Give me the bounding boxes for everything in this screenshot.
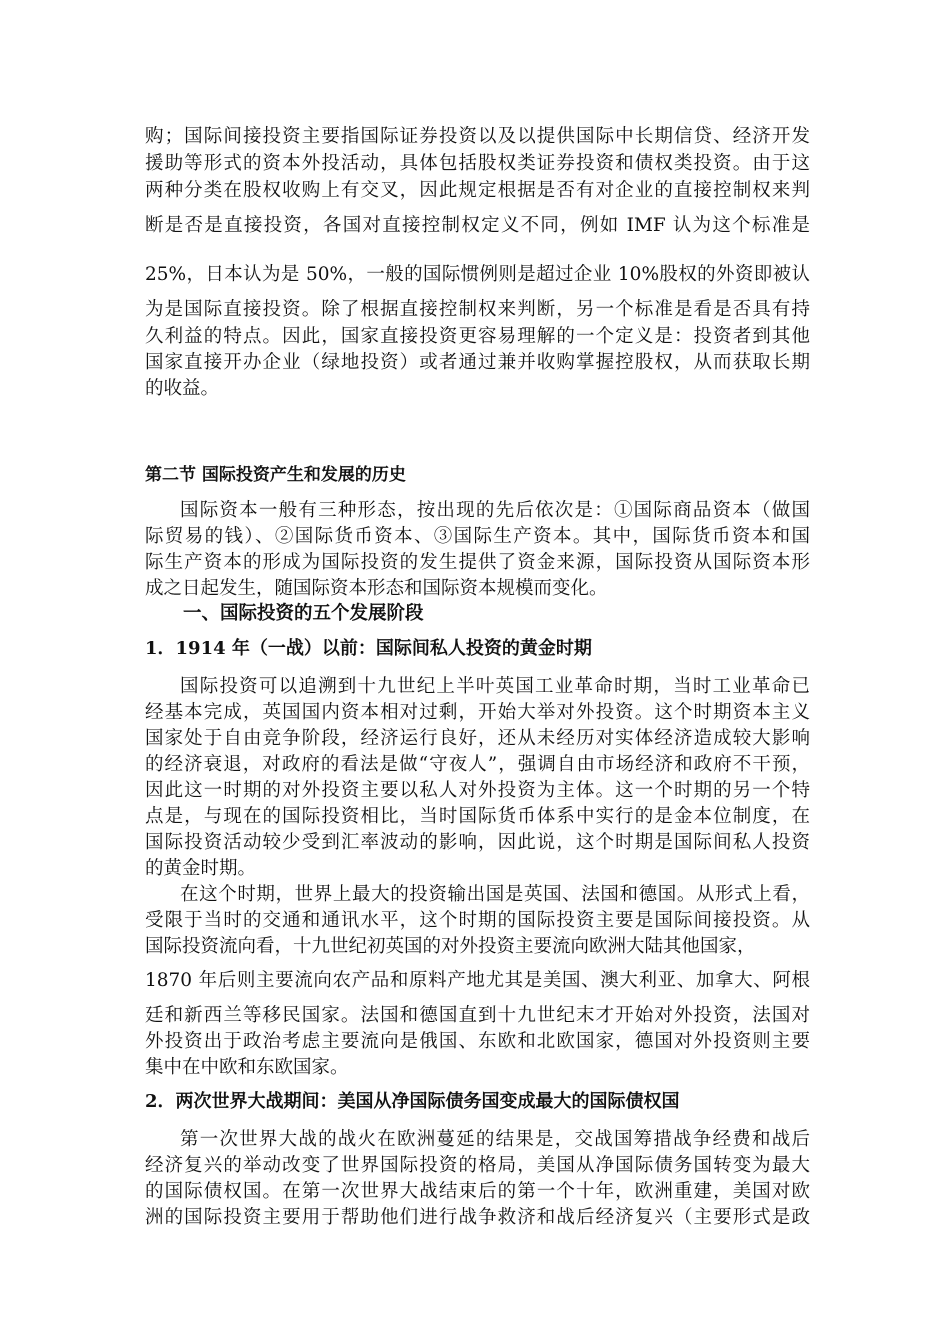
text-line: 际贸易的钱）、②国际货币资本、③国际生产资本。其中，国际货币资本和国 — [145, 526, 810, 547]
text-line: 点是，与现在的国际投资相比，当时国际货币体系中实行的是金本位制度，在 — [145, 806, 810, 827]
text-line: 成之日起发生，随国际资本形态和国际资本规模而变化。 — [145, 578, 608, 599]
section-title: 第二节 国际投资产生和发展的历史 — [145, 465, 406, 485]
text-line: 援助等形式的资本外投活动，具体包括股权类证券投资和债权类投资。由于这 — [145, 153, 810, 174]
stage-2-title: 2．两次世界大战期间：美国从净国际债务国变成最大的国际债权国 — [145, 1091, 680, 1112]
text-line: 25%，日本认为是 50%，一般的国际惯例则是超过企业 10%股权的外资即被认 — [145, 264, 810, 285]
text-line: 因此这一时期的对外投资主要以私人对外投资为主体。这一个时期的另一个特 — [145, 780, 810, 801]
text-line: 国际投资可以追溯到十九世纪上半叶英国工业革命时期，当时工业革命已 — [180, 676, 810, 697]
text-line: 集中在中欧和东欧国家。 — [145, 1057, 349, 1078]
text-line: 外投资出于政治考虑主要流向是俄国、东欧和北欧国家，德国对外投资则主要 — [145, 1031, 810, 1052]
text-line: 购；国际间接投资主要指国际证券投资以及以提供国际中长期信贷、经济开发 — [145, 126, 810, 147]
text-line: 第一次世界大战的战火在欧洲蔓延的结果是，交战国筹措战争经费和战后 — [180, 1129, 810, 1150]
text-line: 经济复兴的举动改变了世界国际投资的格局，美国从净国际债务国转变为最大 — [145, 1155, 810, 1176]
text-line: 为是国际直接投资。除了根据直接控制权来判断，另一个标准是看是否具有持 — [145, 299, 810, 320]
text-line: 的黄金时期。 — [145, 858, 257, 879]
text-line: 的国际债权国。在第一次世界大战结束后的第一个十年，欧洲重建，美国对欧 — [145, 1181, 810, 1202]
text-line: 1870 年后则主要流向农产品和原料产地尤其是美国、澳大利亚、加拿大、阿根 — [145, 970, 810, 991]
stage-1-title: 1．1914 年（一战）以前：国际间私人投资的黄金时期 — [145, 638, 592, 659]
text-line: 廷和新西兰等移民国家。法国和德国直到十九世纪末才开始对外投资，法国对 — [145, 1005, 810, 1026]
text-line: 国际投资流向看，十九世纪初英国的对外投资主要流向欧洲大陆其他国家， — [145, 936, 756, 957]
text-line: 际生产资本的形成为国际投资的发生提供了资金来源，国际投资从国际资本形 — [145, 552, 810, 573]
text-line: 受限于当时的交通和通讯水平，这个时期的国际投资主要是国际间接投资。从 — [145, 910, 810, 931]
text-line: 在这个时期，世界上最大的投资输出国是英国、法国和德国。从形式上看， — [180, 884, 810, 905]
text-line: 国际投资活动较少受到汇率波动的影响，因此说，这个时期是国际间私人投资 — [145, 832, 810, 853]
subsection-title: 一、国际投资的五个发展阶段 — [183, 603, 424, 624]
text-line: 两种分类在股权收购上有交叉，因此规定根据是否有对企业的直接控制权来判 — [145, 180, 810, 201]
text-line: 国家处于自由竞争阶段，经济运行良好，还从未经历对实体经济造成较大影响 — [145, 728, 810, 749]
text-line: 的收益。 — [145, 378, 220, 399]
text-line: 的经济衰退，对政府的看法是做“守夜人”，强调自由市场经济和政府不干预， — [145, 754, 810, 775]
text-line: 国家直接开办企业（绿地投资）或者通过兼并收购掌握控股权，从而获取长期 — [145, 352, 810, 373]
text-line: 经基本完成，英国国内资本相对过剩，开始大举对外投资。这个时期资本主义 — [145, 702, 810, 723]
text-line: 久利益的特点。因此，国家直接投资更容易理解的一个定义是：投资者到其他 — [145, 326, 810, 347]
text-line: 断是否是直接投资，各国对直接控制权定义不同，例如 IMF 认为这个标准是 — [145, 215, 810, 236]
text-line: 国际资本一般有三种形态，按出现的先后依次是：①国际商品资本（做国 — [180, 500, 810, 521]
text-line: 洲的国际投资主要用于帮助他们进行战争救济和战后经济复兴（主要形式是政 — [145, 1207, 810, 1228]
